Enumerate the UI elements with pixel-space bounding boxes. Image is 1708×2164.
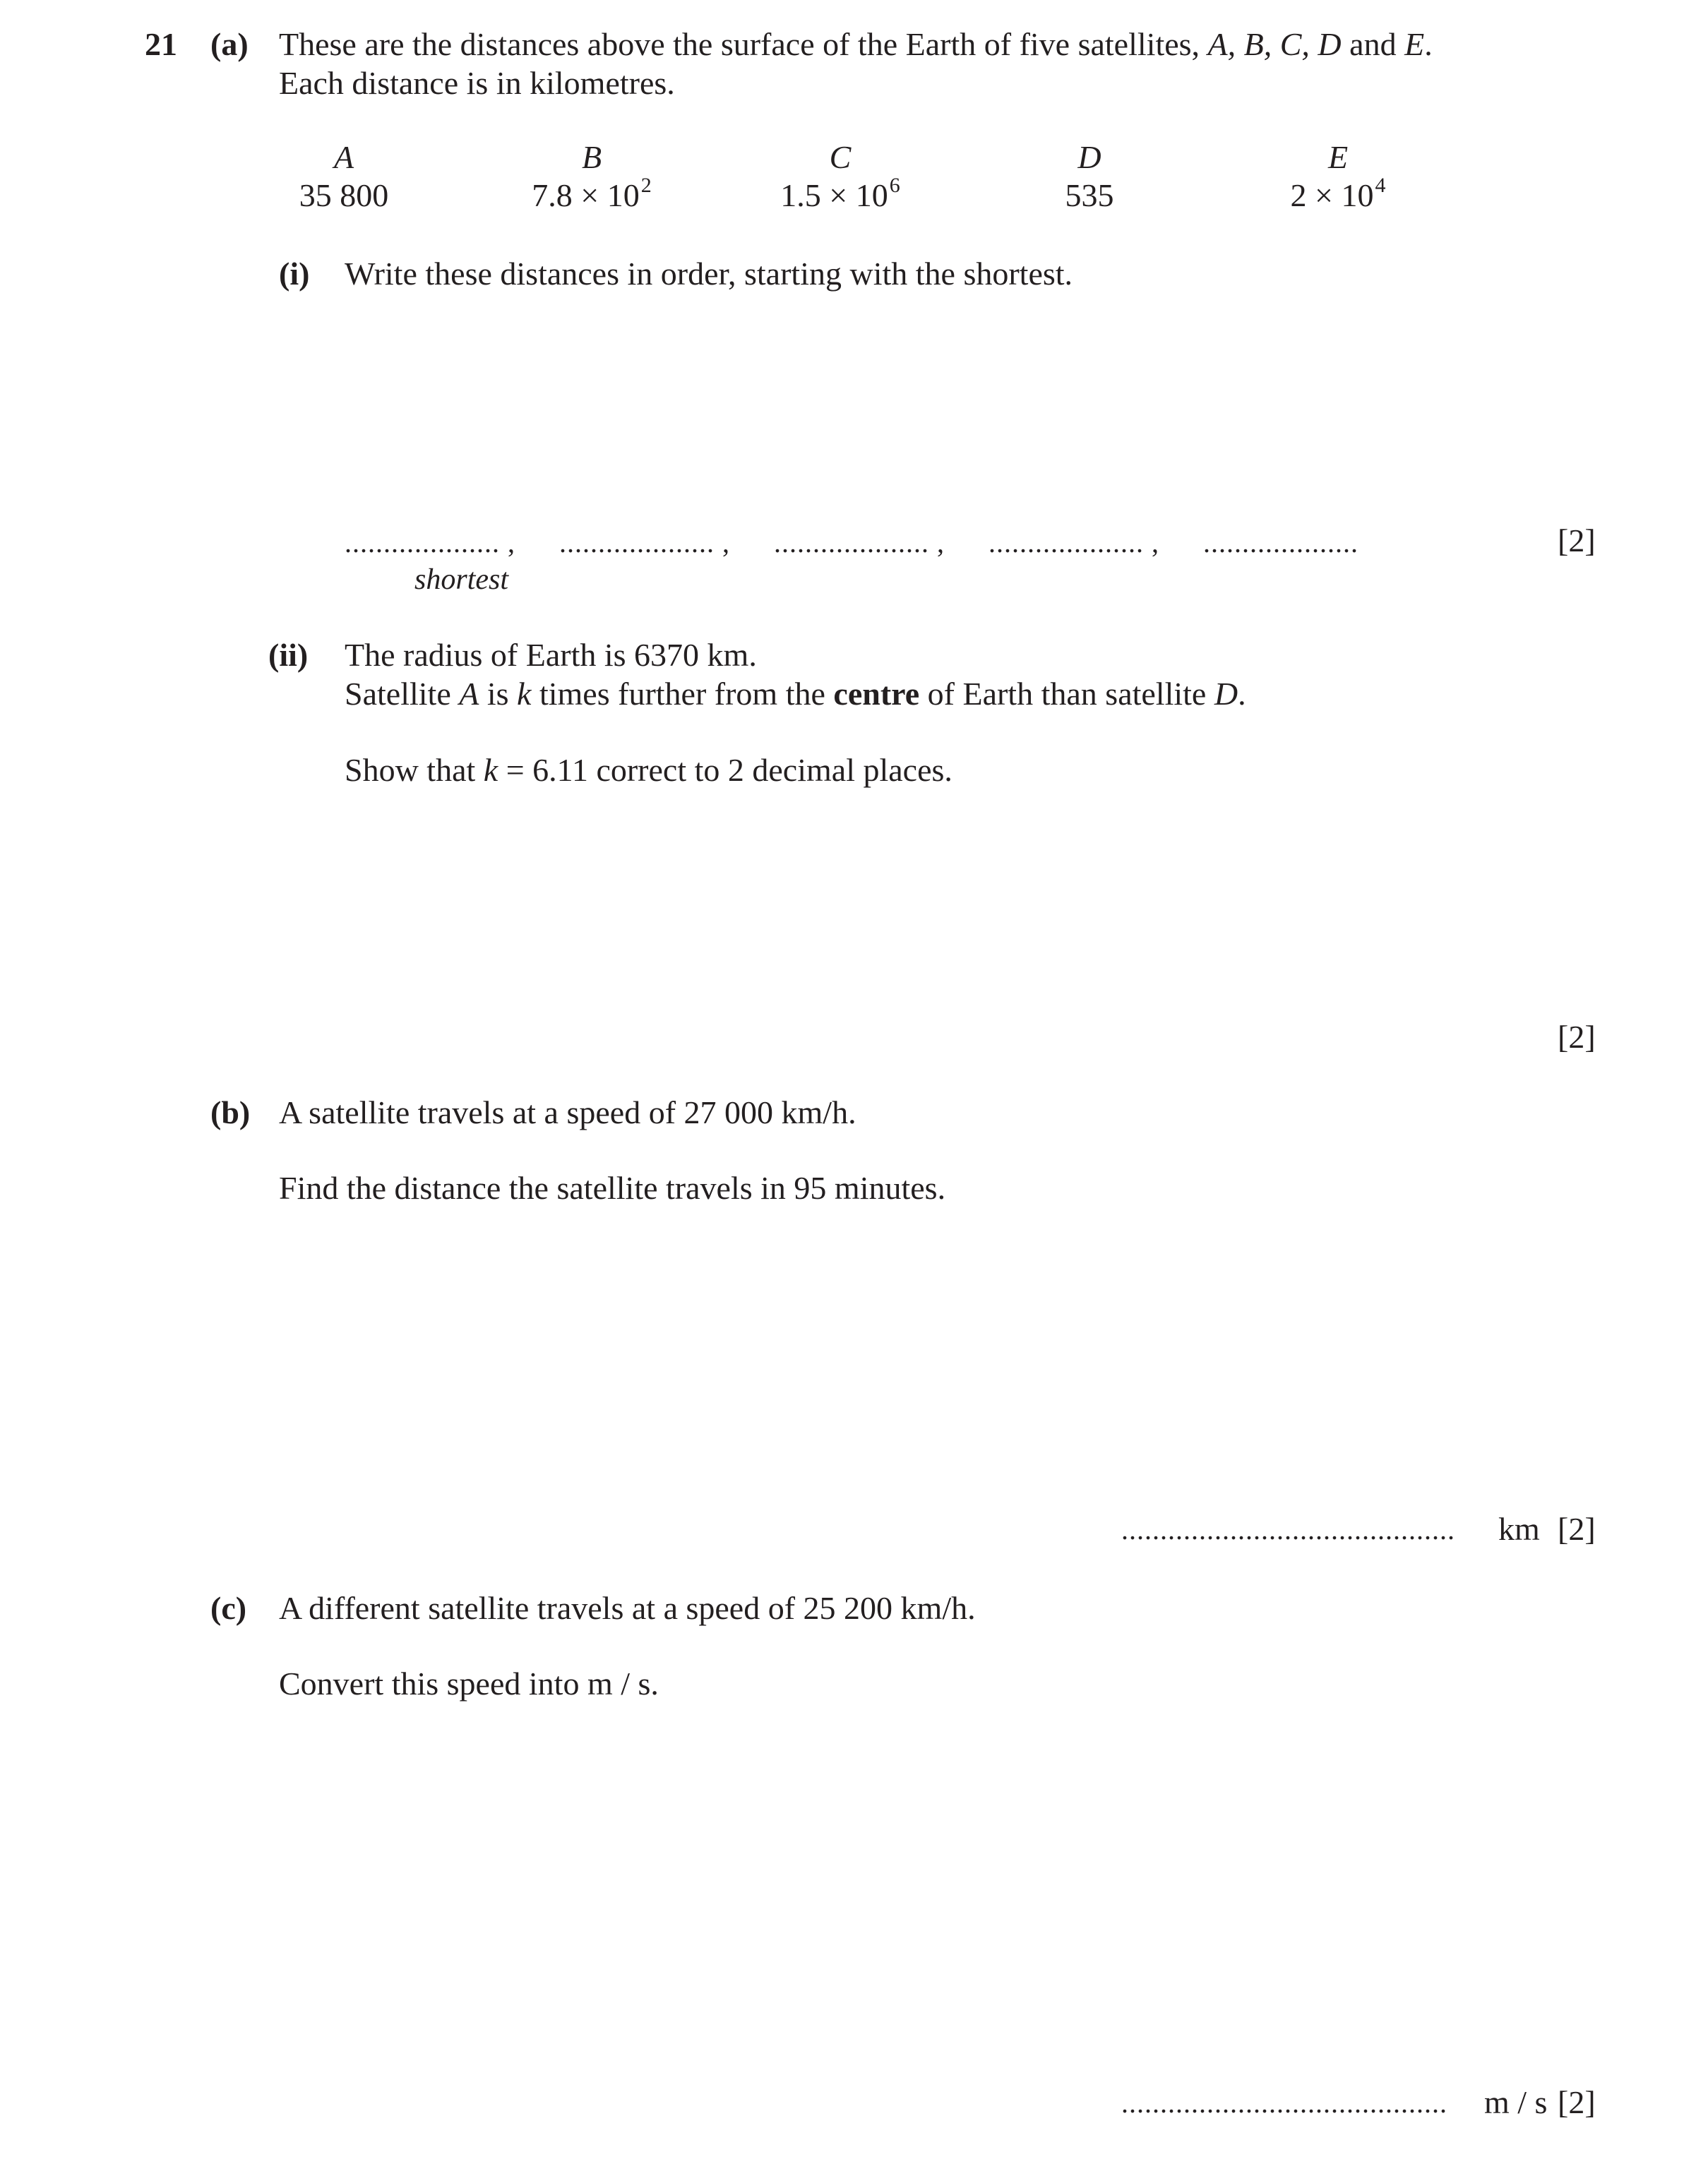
- part-c-label: (c): [210, 1590, 247, 1626]
- part-a-intro-line1: These are the distances above the surface of the Earth of five satellites, A, B, C, D and E.: [279, 26, 1433, 62]
- answer-slot-4[interactable]: .................... ,: [989, 527, 1159, 558]
- part-c-answer-field[interactable]: ..........................................: [1121, 2087, 1447, 2119]
- answer-slot-1[interactable]: .................... ,: [345, 527, 515, 558]
- part-ii-marks: [2]: [1558, 1019, 1596, 1055]
- part-c-line2: Convert this speed into m / s.: [279, 1666, 659, 1702]
- part-i-marks: [2]: [1558, 522, 1596, 558]
- satellite-a: A 35 800: [299, 139, 389, 213]
- part-c-line1: A different satellite travels at a speed of 25 200 km/h.: [279, 1590, 976, 1626]
- answer-slot-3[interactable]: .................... ,: [774, 527, 945, 558]
- part-ii-line2: Satellite A is k times further from the centre of Earth than satellite D.: [345, 676, 1246, 712]
- part-b-marks: [2]: [1558, 1511, 1596, 1547]
- satellite-c: C $1.5 \times 10^6$: [780, 139, 900, 213]
- part-b-label: (b): [210, 1094, 251, 1130]
- question-number: 21: [145, 26, 177, 62]
- part-b-answer-field[interactable]: ...........................................: [1121, 1514, 1455, 1546]
- answer-slot-5[interactable]: ....................: [1203, 527, 1358, 558]
- part-c-unit: m / s: [1484, 2084, 1548, 2120]
- satellite-e: E $2 \times 10^4$: [1290, 139, 1386, 213]
- part-c-marks: [2]: [1558, 2084, 1596, 2120]
- part-i-text: Write these distances in order, starting with the shortest.: [345, 256, 1073, 292]
- part-b-line1: A satellite travels at a speed of 27 000 km/h.: [279, 1094, 856, 1130]
- part-b-line2: Find the distance the satellite travels in 95 minutes.: [279, 1170, 946, 1206]
- satellite-d: D 535: [1065, 139, 1114, 213]
- part-i-label: (i): [279, 256, 310, 292]
- part-a-intro-line2: Each distance is in kilometres.: [279, 65, 675, 101]
- satellite-b: B $7.8 \times 10^2$: [532, 139, 652, 213]
- part-ii-show-that: Show that k = 6.11 correct to 2 decimal places.: [345, 752, 952, 788]
- part-b-unit: km: [1498, 1511, 1540, 1547]
- part-a-label: (a): [210, 26, 249, 62]
- part-ii-label: (ii): [268, 637, 309, 673]
- part-ii-line1: The radius of Earth is 6370 km.: [345, 637, 757, 673]
- shortest-label: shortest: [414, 563, 509, 596]
- answer-slot-2[interactable]: .................... ,: [559, 527, 730, 558]
